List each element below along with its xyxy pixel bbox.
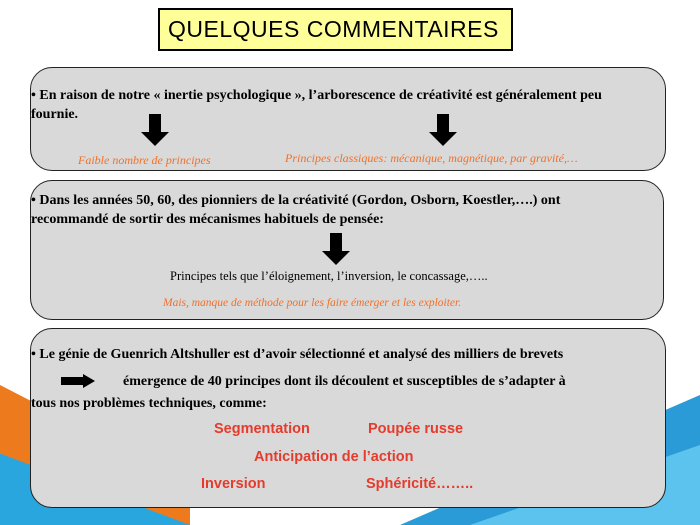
arrow-down-icon [322,233,350,265]
example-anticipation: Anticipation de l’action [254,449,414,465]
comment-panel-2 [30,180,664,320]
principles-examples: Principes tels que l’éloignement, l’inversion, le concassage,….. [170,269,488,283]
panel3-line2: émergence de 40 principes dont ils découlent et susceptibles de s’adapter à [123,374,566,389]
panel3-line1: • Le génie de Guenrich Altshuller est d’avoir sélectionné et analysé des milliers de brevets [31,347,564,362]
slide-title: QUELQUES COMMENTAIRES [158,8,513,51]
example-segmentation: Segmentation [214,421,310,437]
example-sphericite: Sphéricité…….. [366,476,474,492]
method-lack-note: Mais, manque de méthode pour les faire émerger et les exploiter. [163,297,462,309]
panel2-text: • Dans les années 50, 60, des pionniers de la créativité (Gordon, Osborn, Koestler,….) ont recommandé de sortir des mécanismes habituels de pensée: [31,193,561,227]
arrow-down-icon [429,114,457,146]
arrow-down-icon [141,114,169,146]
example-inversion: Inversion [201,476,266,492]
panel3-line3: tous nos problèmes techniques, comme: [31,396,267,411]
comment-panel-1 [30,67,666,171]
panel1-text: • En raison de notre « inertie psychologique », l’arborescence de créativité est généralement peu fournie. [31,88,602,122]
comment-panel-3 [30,328,666,508]
arrow-right-icon [61,374,95,388]
classic-principles-note: Principes classiques: mécanique, magnétique, par gravité,… [285,151,578,165]
example-poupee-russe: Poupée russe [368,421,464,437]
low-principles-note: Faible nombre de principes [78,153,211,167]
